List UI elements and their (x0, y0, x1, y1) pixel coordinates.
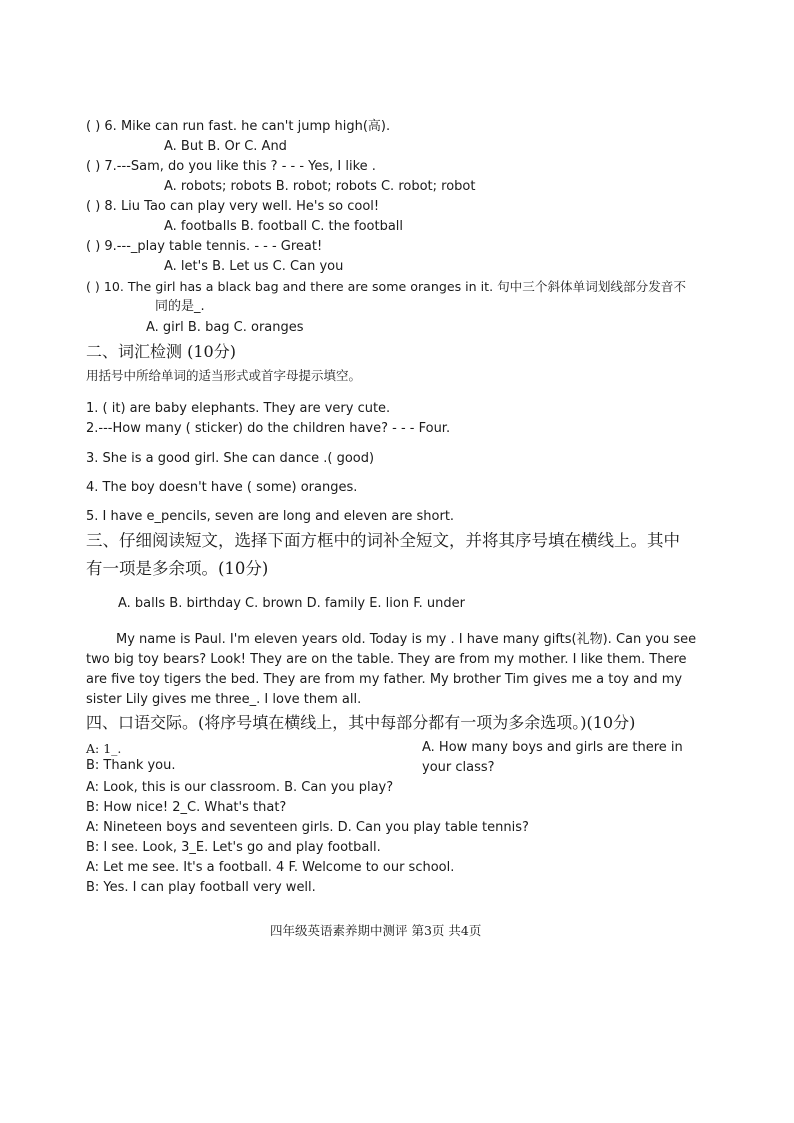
question-10: ( ) 10. The girl has a black bag and there are some oranges in it. 句中三个斜体单词划线部分发音不 (86, 279, 686, 294)
dialogue-line-4: B: I see. Look, 3_E. Let's go and play football. (86, 840, 381, 855)
dialogue-a1: A: 1_. (86, 741, 122, 756)
dialogue-b1: B: Thank you. (86, 758, 176, 773)
section-3-title-line-2: 有一项是多余项。(10分) (86, 559, 269, 578)
section-4-title: 四、口语交际。(将序号填在横线上，其中每部分都有一项为多余选项。)(10分) (86, 713, 636, 732)
dialogue-line-5: A: Let me see. It's a football. 4 F. Welcome to our school. (86, 860, 455, 875)
dialogue-line-2: B: How nice! 2_C. What's that? (86, 800, 287, 815)
dialogue-line-3: A: Nineteen boys and seventeen girls. D. Can you play table tennis? (86, 820, 529, 835)
question-7-options: A. robots; robots B. robot; robots C. robot; robot (164, 179, 476, 194)
passage-line-4: sister Lily gives me three_. I love them all. (86, 692, 362, 707)
question-7: ( ) 7.---Sam, do you like this ? - - - Yes, I like . (86, 159, 376, 174)
question-6: ( ) 6. Mike can run fast. he can't jump high(高). (86, 119, 391, 134)
question-8-options: A. footballs B. football C. the football (164, 219, 404, 234)
vocab-item-2: 2.---How many ( sticker) do the children have? - - - Four. (86, 421, 451, 436)
question-6-options: A. But B. Or C. And (164, 139, 287, 154)
passage-line-1: My name is Paul. I'm eleven years old. Today is my . I have many gifts(礼物). Can you see (116, 632, 697, 647)
vocab-item-4: 4. The boy doesn't have ( some) oranges. (86, 480, 358, 495)
word-bank-options: A. balls B. birthday C. brown D. family E. lion F. under (118, 596, 465, 611)
question-9: ( ) 9.---_play table tennis. - - - Great! (86, 239, 323, 254)
passage-line-3: are five toy tigers the bed. They are from my father. My brother Tim gives me a toy and my (86, 672, 683, 687)
dialogue-line-1: A: Look, this is our classroom. B. Can you play? (86, 780, 394, 795)
vocab-item-5: 5. I have e_pencils, seven are long and eleven are short. (86, 509, 455, 524)
question-9-options: A. let's B. Let us C. Can you (164, 259, 344, 274)
section-2-instruction: 用括号中所给单词的适当形式或首字母提示填空。 (86, 368, 362, 383)
question-10-options: A. girl B. bag C. oranges (146, 320, 304, 335)
section-3-title-line-1: 三、仔细阅读短文，选择下面方框中的词补全短文，并将其序号填在横线上。其中 (86, 531, 680, 550)
question-8: ( ) 8. Liu Tao can play very well. He's so cool! (86, 199, 380, 214)
section-2-title: 二、词汇检测 (10分) (86, 342, 236, 361)
option-a-line-1: A. How many boys and girls are there in (422, 740, 683, 755)
page-footer: 四年级英语素养期中测评 第3页 共4页 (270, 923, 482, 938)
option-a-line-2: your class? (422, 760, 495, 775)
question-10-continuation: 同的是_. (155, 299, 205, 314)
vocab-item-3: 3. She is a good girl. She can dance .( good) (86, 451, 375, 466)
passage-line-2: two big toy bears? Look! They are on the table. They are from my mother. I like them. There (86, 652, 687, 667)
dialogue-line-6: B: Yes. I can play football very well. (86, 880, 316, 895)
vocab-item-1: 1. ( it) are baby elephants. They are very cute. (86, 401, 391, 416)
